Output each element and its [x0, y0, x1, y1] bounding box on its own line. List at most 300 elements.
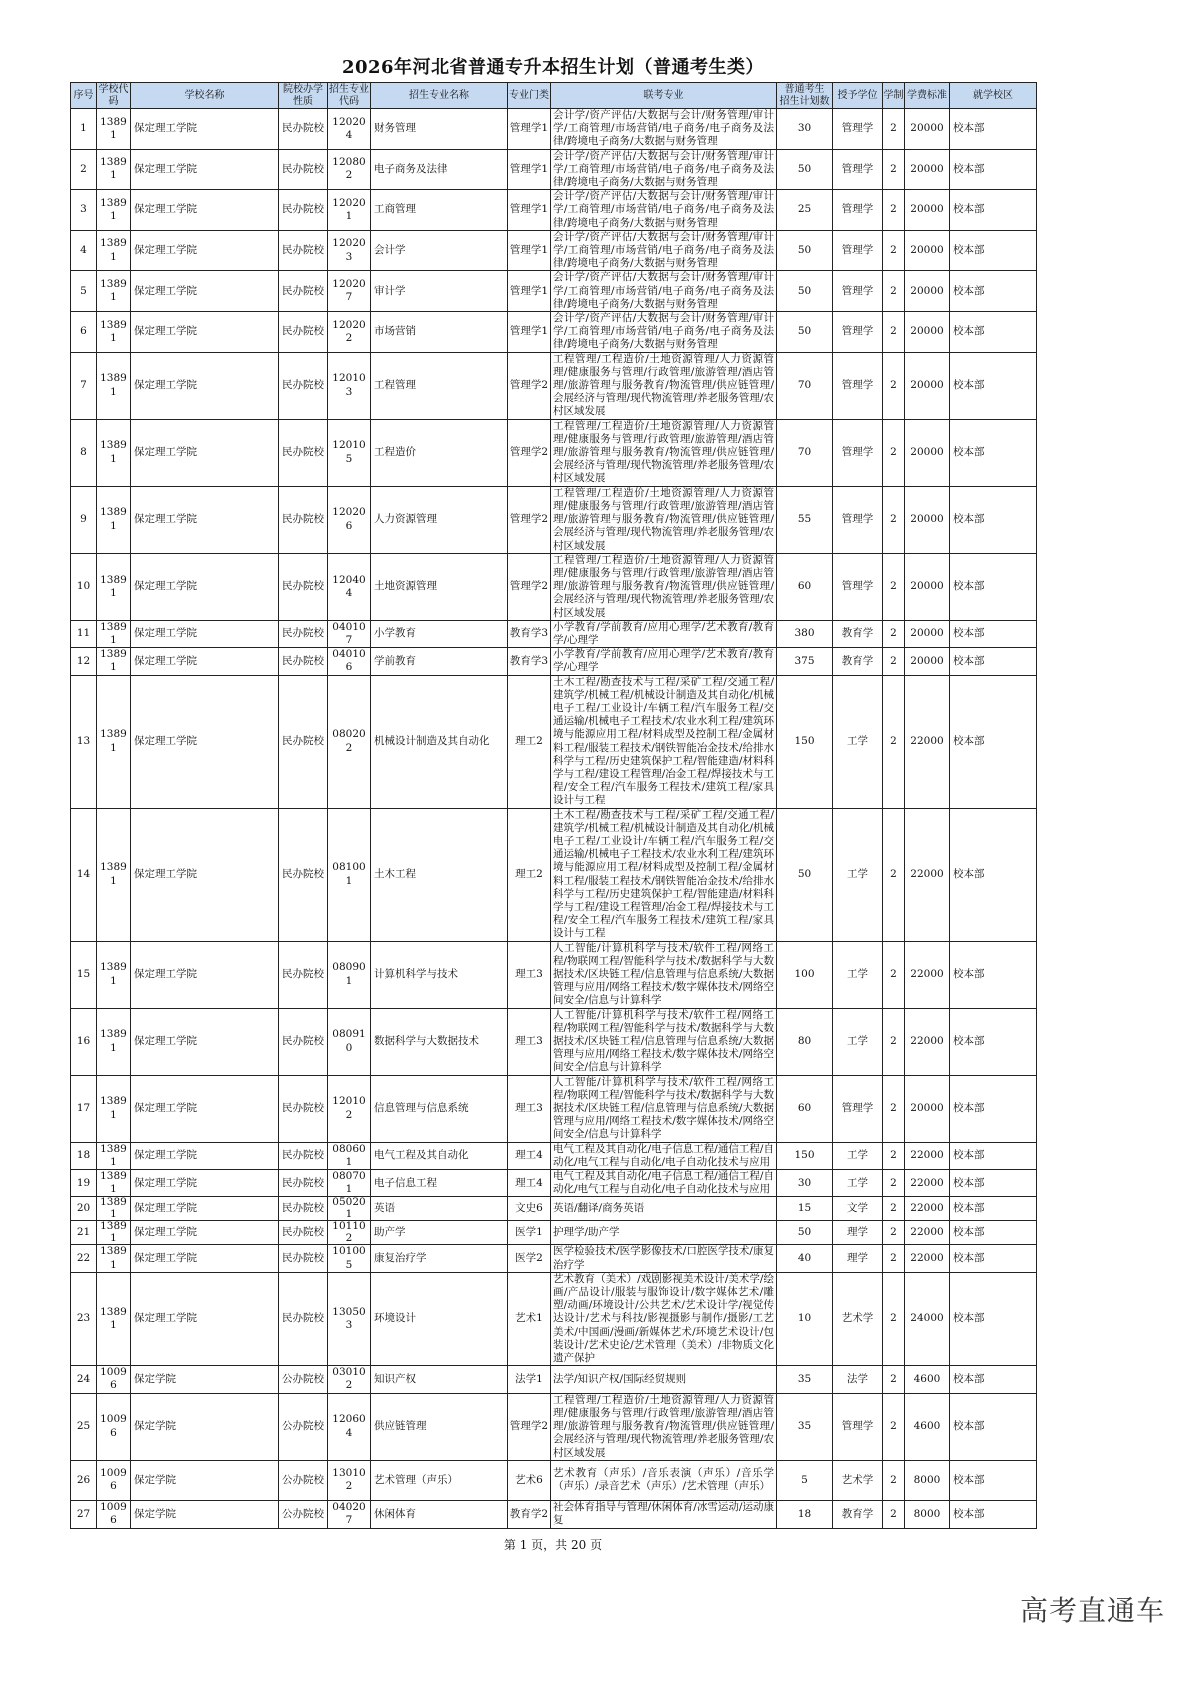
- cell-school-name: 保定理工学院: [131, 352, 279, 419]
- cell-school-nature: 民办院校: [279, 620, 328, 647]
- cell-plan-count: 35: [777, 1393, 833, 1460]
- cell-major-name: 小学教育: [371, 620, 508, 647]
- cell-major-category: 医学1: [508, 1221, 551, 1245]
- cell-seq: 24: [71, 1366, 97, 1393]
- enrollment-plan-table: [70, 82, 1037, 1529]
- table-row: [71, 149, 1037, 190]
- cell-degree: 管理学: [833, 190, 883, 231]
- cell-fee: 20000: [905, 271, 950, 312]
- cell-plan-count: 50: [777, 1221, 833, 1245]
- cell-exam-majors: 人工智能/计算机科学与技术/软件工程/网络工程/物联网工程/智能科学与技术/数据科学与大数据技术/区块链工程/信息管理与信息系统/大数据管理与应用/网络工程技术/数字媒体技术/网络空间安全/信息与计算科学: [551, 1008, 777, 1075]
- cell-school-code: 13891: [97, 553, 131, 620]
- cell-fee: 4600: [905, 1393, 950, 1460]
- header-major-category: 专业门类: [508, 83, 551, 109]
- cell-school-code: 13891: [97, 648, 131, 675]
- cell-school-nature: 民办院校: [279, 553, 328, 620]
- cell-school-code: 13891: [97, 675, 131, 808]
- cell-exam-majors: 小学教育/学前教育/应用心理学/艺术教育/教育学/心理学: [551, 620, 777, 647]
- cell-major-category: 医学2: [508, 1245, 551, 1272]
- cell-campus: 校本部: [950, 419, 1037, 486]
- cell-fee: 20000: [905, 190, 950, 231]
- cell-school-nature: 民办院校: [279, 1245, 328, 1272]
- cell-major-code: 080701: [328, 1170, 371, 1197]
- cell-exam-majors: 人工智能/计算机科学与技术/软件工程/网络工程/物联网工程/智能科学与技术/数据科学与大数据技术/区块链工程/信息管理与信息系统/大数据管理与应用/网络工程技术/数字媒体技术/网络空间安全/信息与计算科学: [551, 1075, 777, 1142]
- cell-major-code: 080601: [328, 1142, 371, 1169]
- cell-major-code: 130102: [328, 1460, 371, 1500]
- cell-fee: 22000: [905, 675, 950, 808]
- cell-major-code: 120203: [328, 230, 371, 271]
- cell-degree: 管理学: [833, 553, 883, 620]
- cell-plan-count: 70: [777, 352, 833, 419]
- cell-years: 2: [883, 190, 905, 231]
- cell-major-code: 101102: [328, 1221, 371, 1245]
- cell-school-nature: 民办院校: [279, 1272, 328, 1365]
- cell-major-code: 120103: [328, 352, 371, 419]
- cell-plan-count: 18: [777, 1500, 833, 1528]
- cell-plan-count: 150: [777, 675, 833, 808]
- cell-school-code: 13891: [97, 1221, 131, 1245]
- cell-plan-count: 30: [777, 1170, 833, 1197]
- cell-school-name: 保定理工学院: [131, 675, 279, 808]
- cell-major-code: 120802: [328, 149, 371, 190]
- table-row: [71, 1460, 1037, 1500]
- cell-major-category: 管理学1: [508, 149, 551, 190]
- cell-exam-majors: 护理学/助产学: [551, 1221, 777, 1245]
- header-major-name: 招生专业名称: [371, 83, 508, 109]
- cell-school-nature: 民办院校: [279, 1197, 328, 1221]
- cell-major-category: 管理学2: [508, 1393, 551, 1460]
- cell-exam-majors: 会计学/资产评估/大数据与会计/财务管理/审计学/工商管理/市场营销/电子商务/电子商务及法律/跨境电子商务/大数据与财务管理: [551, 190, 777, 231]
- cell-school-name: 保定理工学院: [131, 230, 279, 271]
- cell-plan-count: 5: [777, 1460, 833, 1500]
- cell-major-name: 会计学: [371, 230, 508, 271]
- cell-seq: 13: [71, 675, 97, 808]
- cell-school-nature: 民办院校: [279, 1170, 328, 1197]
- cell-years: 2: [883, 675, 905, 808]
- cell-years: 2: [883, 553, 905, 620]
- header-row: [71, 83, 1037, 109]
- cell-school-nature: 公办院校: [279, 1500, 328, 1528]
- cell-school-name: 保定理工学院: [131, 1245, 279, 1272]
- cell-school-name: 保定理工学院: [131, 941, 279, 1008]
- cell-major-category: 理工4: [508, 1142, 551, 1169]
- cell-exam-majors: 英语/翻译/商务英语: [551, 1197, 777, 1221]
- cell-degree: 管理学: [833, 352, 883, 419]
- cell-school-code: 10096: [97, 1393, 131, 1460]
- cell-exam-majors: 会计学/资产评估/大数据与会计/财务管理/审计学/工商管理/市场营销/电子商务/电子商务及法律/跨境电子商务/大数据与财务管理: [551, 271, 777, 312]
- cell-campus: 校本部: [950, 190, 1037, 231]
- cell-fee: 4600: [905, 1366, 950, 1393]
- cell-school-name: 保定理工学院: [131, 620, 279, 647]
- cell-plan-count: 15: [777, 1197, 833, 1221]
- cell-major-code: 120202: [328, 312, 371, 353]
- cell-major-category: 理工4: [508, 1170, 551, 1197]
- cell-exam-majors: 工程管理/工程造价/土地资源管理/人力资源管理/健康服务与管理/行政管理/旅游管理/酒店管理/旅游管理与服务教育/物流管理/供应链管理/会展经济与管理/现代物流管理/养老服务管理/农村区域发展: [551, 486, 777, 553]
- cell-exam-majors: 艺术教育（声乐）/音乐表演（声乐）/音乐学（声乐）/录音艺术（声乐）/艺术管理（声乐）: [551, 1460, 777, 1500]
- cell-school-name: 保定学院: [131, 1366, 279, 1393]
- cell-degree: 教育学: [833, 1500, 883, 1528]
- cell-campus: 校本部: [950, 486, 1037, 553]
- header-fee: 学费标准: [905, 83, 950, 109]
- cell-major-category: 教育学2: [508, 1500, 551, 1528]
- cell-school-nature: 民办院校: [279, 109, 328, 150]
- cell-exam-majors: 工程管理/工程造价/土地资源管理/人力资源管理/健康服务与管理/行政管理/旅游管理/酒店管理/旅游管理与服务教育/物流管理/供应链管理/会展经济与管理/现代物流管理/养老服务管理/农村区域发展: [551, 1393, 777, 1460]
- cell-campus: 校本部: [950, 1197, 1037, 1221]
- cell-fee: 24000: [905, 1272, 950, 1365]
- cell-degree: 工学: [833, 675, 883, 808]
- header-exam-majors: 联考专业: [551, 83, 777, 109]
- cell-years: 2: [883, 486, 905, 553]
- cell-major-name: 电子商务及法律: [371, 149, 508, 190]
- cell-major-category: 管理学1: [508, 230, 551, 271]
- cell-plan-count: 50: [777, 149, 833, 190]
- cell-seq: 5: [71, 271, 97, 312]
- cell-fee: 20000: [905, 1075, 950, 1142]
- cell-school-name: 保定理工学院: [131, 109, 279, 150]
- cell-major-category: 理工3: [508, 1008, 551, 1075]
- cell-seq: 12: [71, 648, 97, 675]
- cell-plan-count: 40: [777, 1245, 833, 1272]
- cell-school-code: 13891: [97, 1197, 131, 1221]
- cell-plan-count: 35: [777, 1366, 833, 1393]
- cell-major-name: 电子信息工程: [371, 1170, 508, 1197]
- table-row: [71, 1245, 1037, 1272]
- cell-school-code: 13891: [97, 230, 131, 271]
- cell-school-code: 13891: [97, 1245, 131, 1272]
- table-row: [71, 808, 1037, 941]
- cell-school-code: 13891: [97, 620, 131, 647]
- cell-campus: 校本部: [950, 648, 1037, 675]
- table-row: [71, 1221, 1037, 1245]
- cell-school-nature: 公办院校: [279, 1460, 328, 1500]
- cell-seq: 23: [71, 1272, 97, 1365]
- cell-degree: 管理学: [833, 1075, 883, 1142]
- cell-years: 2: [883, 1075, 905, 1142]
- cell-campus: 校本部: [950, 1075, 1037, 1142]
- cell-plan-count: 150: [777, 1142, 833, 1169]
- cell-school-name: 保定理工学院: [131, 1197, 279, 1221]
- cell-major-name: 工程管理: [371, 352, 508, 419]
- cell-major-name: 市场营销: [371, 312, 508, 353]
- header-seq: 序号: [71, 83, 97, 109]
- cell-school-nature: 民办院校: [279, 1008, 328, 1075]
- cell-major-name: 审计学: [371, 271, 508, 312]
- cell-exam-majors: 人工智能/计算机科学与技术/软件工程/网络工程/物联网工程/智能科学与技术/数据科学与大数据技术/区块链工程/信息管理与信息系统/大数据管理与应用/网络工程技术/数字媒体技术/网络空间安全/信息与计算科学: [551, 941, 777, 1008]
- cell-campus: 校本部: [950, 271, 1037, 312]
- cell-seq: 25: [71, 1393, 97, 1460]
- cell-major-category: 文史6: [508, 1197, 551, 1221]
- cell-seq: 3: [71, 190, 97, 231]
- cell-major-name: 人力资源管理: [371, 486, 508, 553]
- cell-exam-majors: 会计学/资产评估/大数据与会计/财务管理/审计学/工商管理/市场营销/电子商务/电子商务及法律/跨境电子商务/大数据与财务管理: [551, 109, 777, 150]
- cell-major-code: 080901: [328, 941, 371, 1008]
- cell-school-nature: 民办院校: [279, 1075, 328, 1142]
- cell-seq: 7: [71, 352, 97, 419]
- cell-years: 2: [883, 648, 905, 675]
- cell-school-name: 保定理工学院: [131, 1272, 279, 1365]
- cell-major-code: 040106: [328, 648, 371, 675]
- cell-years: 2: [883, 1197, 905, 1221]
- cell-school-name: 保定理工学院: [131, 1075, 279, 1142]
- cell-campus: 校本部: [950, 230, 1037, 271]
- cell-school-nature: 公办院校: [279, 1393, 328, 1460]
- cell-major-code: 120206: [328, 486, 371, 553]
- table-row: [71, 1170, 1037, 1197]
- cell-major-name: 供应链管理: [371, 1393, 508, 1460]
- cell-fee: 22000: [905, 1008, 950, 1075]
- cell-major-name: 土木工程: [371, 808, 508, 941]
- cell-major-category: 管理学1: [508, 271, 551, 312]
- cell-major-category: 管理学2: [508, 486, 551, 553]
- table-row: [71, 419, 1037, 486]
- cell-major-code: 040207: [328, 1500, 371, 1528]
- cell-school-nature: 民办院校: [279, 352, 328, 419]
- cell-major-code: 040107: [328, 620, 371, 647]
- cell-major-category: 理工2: [508, 808, 551, 941]
- cell-degree: 艺术学: [833, 1272, 883, 1365]
- cell-major-category: 教育学3: [508, 648, 551, 675]
- cell-major-category: 理工3: [508, 941, 551, 1008]
- cell-school-code: 13891: [97, 941, 131, 1008]
- cell-degree: 艺术学: [833, 1460, 883, 1500]
- cell-major-category: 艺术1: [508, 1272, 551, 1365]
- cell-school-name: 保定理工学院: [131, 190, 279, 231]
- cell-degree: 教育学: [833, 648, 883, 675]
- cell-major-code: 120404: [328, 553, 371, 620]
- cell-major-category: 管理学2: [508, 419, 551, 486]
- cell-plan-count: 50: [777, 271, 833, 312]
- cell-school-name: 保定理工学院: [131, 419, 279, 486]
- cell-degree: 管理学: [833, 312, 883, 353]
- cell-fee: 20000: [905, 620, 950, 647]
- cell-seq: 11: [71, 620, 97, 647]
- cell-fee: 20000: [905, 419, 950, 486]
- cell-years: 2: [883, 419, 905, 486]
- cell-degree: 工学: [833, 941, 883, 1008]
- cell-exam-majors: 电气工程及其自动化/电子信息工程/通信工程/自动化/电气工程与自动化/电子自动化技术与应用: [551, 1170, 777, 1197]
- cell-school-name: 保定学院: [131, 1500, 279, 1528]
- cell-seq: 16: [71, 1008, 97, 1075]
- cell-fee: 20000: [905, 109, 950, 150]
- cell-major-code: 120207: [328, 271, 371, 312]
- cell-major-name: 电气工程及其自动化: [371, 1142, 508, 1169]
- cell-fee: 8000: [905, 1500, 950, 1528]
- cell-major-category: 艺术6: [508, 1460, 551, 1500]
- cell-years: 2: [883, 352, 905, 419]
- table-row: [71, 109, 1037, 150]
- cell-school-nature: 民办院校: [279, 1221, 328, 1245]
- cell-exam-majors: 社会体育指导与管理/休闲体育/冰雪运动/运动康复: [551, 1500, 777, 1528]
- cell-degree: 管理学: [833, 486, 883, 553]
- cell-years: 2: [883, 1272, 905, 1365]
- table-row: [71, 230, 1037, 271]
- cell-campus: 校本部: [950, 1008, 1037, 1075]
- cell-school-nature: 公办院校: [279, 1366, 328, 1393]
- cell-major-name: 财务管理: [371, 109, 508, 150]
- cell-degree: 管理学: [833, 271, 883, 312]
- cell-campus: 校本部: [950, 1170, 1037, 1197]
- cell-seq: 22: [71, 1245, 97, 1272]
- header-plan-count: 普通考生 招生计划数: [777, 83, 833, 109]
- cell-major-name: 数据科学与大数据技术: [371, 1008, 508, 1075]
- cell-years: 2: [883, 1460, 905, 1500]
- cell-years: 2: [883, 1221, 905, 1245]
- cell-major-name: 环境设计: [371, 1272, 508, 1365]
- cell-seq: 1: [71, 109, 97, 150]
- header-years: 学制: [883, 83, 905, 109]
- cell-exam-majors: 会计学/资产评估/大数据与会计/财务管理/审计学/工商管理/市场营销/电子商务/电子商务及法律/跨境电子商务/大数据与财务管理: [551, 149, 777, 190]
- cell-years: 2: [883, 1393, 905, 1460]
- cell-seq: 18: [71, 1142, 97, 1169]
- cell-seq: 9: [71, 486, 97, 553]
- cell-plan-count: 30: [777, 109, 833, 150]
- cell-degree: 文学: [833, 1197, 883, 1221]
- header-campus: 就学校区: [950, 83, 1037, 109]
- cell-school-code: 13891: [97, 149, 131, 190]
- cell-campus: 校本部: [950, 675, 1037, 808]
- table-header: [71, 83, 1037, 109]
- cell-fee: 22000: [905, 941, 950, 1008]
- cell-major-name: 工程造价: [371, 419, 508, 486]
- table-row: [71, 1142, 1037, 1169]
- cell-school-name: 保定理工学院: [131, 648, 279, 675]
- table-row: [71, 553, 1037, 620]
- cell-major-code: 130503: [328, 1272, 371, 1365]
- watermark: 高考直通车: [1019, 1594, 1165, 1627]
- cell-exam-majors: 工程管理/工程造价/土地资源管理/人力资源管理/健康服务与管理/行政管理/旅游管理/酒店管理/旅游管理与服务教育/物流管理/供应链管理/会展经济与管理/现代物流管理/养老服务管理/农村区域发展: [551, 419, 777, 486]
- cell-fee: 20000: [905, 230, 950, 271]
- cell-fee: 22000: [905, 1197, 950, 1221]
- cell-seq: 20: [71, 1197, 97, 1221]
- cell-years: 2: [883, 941, 905, 1008]
- cell-major-category: 理工2: [508, 675, 551, 808]
- cell-school-name: 保定学院: [131, 1460, 279, 1500]
- cell-fee: 20000: [905, 553, 950, 620]
- table-row: [71, 1008, 1037, 1075]
- cell-school-name: 保定理工学院: [131, 1170, 279, 1197]
- cell-major-name: 工商管理: [371, 190, 508, 231]
- cell-school-code: 13891: [97, 486, 131, 553]
- cell-major-name: 土地资源管理: [371, 553, 508, 620]
- table-row: [71, 620, 1037, 647]
- cell-plan-count: 60: [777, 1075, 833, 1142]
- cell-school-name: 保定理工学院: [131, 808, 279, 941]
- cell-major-name: 计算机科学与技术: [371, 941, 508, 1008]
- cell-degree: 教育学: [833, 620, 883, 647]
- cell-degree: 管理学: [833, 419, 883, 486]
- cell-school-nature: 民办院校: [279, 312, 328, 353]
- cell-fee: 22000: [905, 1221, 950, 1245]
- cell-campus: 校本部: [950, 1142, 1037, 1169]
- cell-campus: 校本部: [950, 1460, 1037, 1500]
- cell-years: 2: [883, 149, 905, 190]
- cell-plan-count: 100: [777, 941, 833, 1008]
- cell-years: 2: [883, 1245, 905, 1272]
- cell-fee: 22000: [905, 1142, 950, 1169]
- cell-major-code: 101005: [328, 1245, 371, 1272]
- cell-degree: 管理学: [833, 149, 883, 190]
- cell-plan-count: 375: [777, 648, 833, 675]
- cell-fee: 22000: [905, 1170, 950, 1197]
- table-row: [71, 190, 1037, 231]
- cell-exam-majors: 土木工程/勘查技术与工程/采矿工程/交通工程/建筑学/机械工程/机械设计制造及其自动化/机械电子工程/工业设计/车辆工程/汽车服务工程/交通运输/机械电子工程技术/农业水利工程/建筑环境与能源应用工程/材料成型及控制工程/金属材料工程/服装工程技术/钢铁智能冶金技术/给排水科学与工程/历史建筑保护工程/智能建造/材料科学与工程/建设工程管理/冶金工程/焊接技术与工程/安全工程/汽车服务工程技术/建筑工程/家具设计与工程: [551, 675, 777, 808]
- cell-major-code: 080202: [328, 675, 371, 808]
- cell-years: 2: [883, 230, 905, 271]
- cell-exam-majors: 会计学/资产评估/大数据与会计/财务管理/审计学/工商管理/市场营销/电子商务/电子商务及法律/跨境电子商务/大数据与财务管理: [551, 312, 777, 353]
- cell-major-code: 120604: [328, 1393, 371, 1460]
- table-row: [71, 271, 1037, 312]
- cell-plan-count: 50: [777, 230, 833, 271]
- cell-school-code: 10096: [97, 1500, 131, 1528]
- cell-plan-count: 80: [777, 1008, 833, 1075]
- cell-exam-majors: 工程管理/工程造价/土地资源管理/人力资源管理/健康服务与管理/行政管理/旅游管理/酒店管理/旅游管理与服务教育/物流管理/供应链管理/会展经济与管理/现代物流管理/养老服务管理/农村区域发展: [551, 553, 777, 620]
- cell-plan-count: 25: [777, 190, 833, 231]
- cell-exam-majors: 土木工程/勘查技术与工程/采矿工程/交通工程/建筑学/机械工程/机械设计制造及其自动化/机械电子工程/工业设计/车辆工程/汽车服务工程/交通运输/机械电子工程技术/农业水利工程/建筑环境与能源应用工程/材料成型及控制工程/金属材料工程/服装工程技术/钢铁智能冶金技术/给排水科学与工程/历史建筑保护工程/智能建造/材料科学与工程/建设工程管理/冶金工程/焊接技术与工程/安全工程/汽车服务工程技术/建筑工程/家具设计与工程: [551, 808, 777, 941]
- cell-major-code: 120102: [328, 1075, 371, 1142]
- table-row: [71, 1366, 1037, 1393]
- cell-seq: 2: [71, 149, 97, 190]
- cell-school-nature: 民办院校: [279, 190, 328, 231]
- cell-major-name: 艺术管理（声乐）: [371, 1460, 508, 1500]
- cell-campus: 校本部: [950, 149, 1037, 190]
- cell-major-category: 管理学1: [508, 312, 551, 353]
- table-row: [71, 1500, 1037, 1528]
- cell-school-name: 保定理工学院: [131, 553, 279, 620]
- cell-school-code: 13891: [97, 1008, 131, 1075]
- cell-fee: 20000: [905, 312, 950, 353]
- cell-major-name: 信息管理与信息系统: [371, 1075, 508, 1142]
- cell-school-nature: 民办院校: [279, 230, 328, 271]
- cell-exam-majors: 工程管理/工程造价/土地资源管理/人力资源管理/健康服务与管理/行政管理/旅游管理/酒店管理/旅游管理与服务教育/物流管理/供应链管理/会展经济与管理/现代物流管理/养老服务管理/农村区域发展: [551, 352, 777, 419]
- cell-years: 2: [883, 808, 905, 941]
- cell-school-nature: 民办院校: [279, 486, 328, 553]
- cell-degree: 管理学: [833, 109, 883, 150]
- header-degree: 授予学位: [833, 83, 883, 109]
- cell-campus: 校本部: [950, 1500, 1037, 1528]
- cell-school-code: 13891: [97, 271, 131, 312]
- cell-major-name: 休闲体育: [371, 1500, 508, 1528]
- cell-exam-majors: 艺术教育（美术）/戏剧影视美术设计/美术学/绘画/产品设计/服装与服饰设计/数字媒体艺术/雕塑/动画/环境设计/公共艺术/艺术设计学/视觉传达设计/艺术与科技/影视摄影与制作/摄影/工艺美术/中国画/漫画/新媒体艺术/环境艺术设计/包装设计/艺术史论/艺术管理（美术）/非物质文化遗产保护: [551, 1272, 777, 1365]
- cell-major-category: 管理学2: [508, 352, 551, 419]
- cell-exam-majors: 医学检验技术/医学影像技术/口腔医学技术/康复治疗学: [551, 1245, 777, 1272]
- table-body: [71, 109, 1037, 1529]
- cell-major-name: 知识产权: [371, 1366, 508, 1393]
- table-row: [71, 1272, 1037, 1365]
- cell-seq: 26: [71, 1460, 97, 1500]
- cell-plan-count: 70: [777, 419, 833, 486]
- cell-major-code: 080910: [328, 1008, 371, 1075]
- cell-exam-majors: 电气工程及其自动化/电子信息工程/通信工程/自动化/电气工程与自动化/电子自动化技术与应用: [551, 1142, 777, 1169]
- cell-school-code: 10096: [97, 1460, 131, 1500]
- cell-campus: 校本部: [950, 553, 1037, 620]
- header-major-code: 招生专业 代码: [329, 83, 369, 107]
- cell-school-nature: 民办院校: [279, 675, 328, 808]
- cell-school-name: 保定理工学院: [131, 271, 279, 312]
- cell-plan-count: 50: [777, 312, 833, 353]
- cell-seq: 6: [71, 312, 97, 353]
- cell-major-category: 管理学1: [508, 190, 551, 231]
- cell-major-code: 050201: [328, 1197, 371, 1221]
- cell-exam-majors: 小学教育/学前教育/应用心理学/艺术教育/教育学/心理学: [551, 648, 777, 675]
- cell-degree: 法学: [833, 1366, 883, 1393]
- cell-school-code: 13891: [97, 190, 131, 231]
- cell-campus: 校本部: [950, 808, 1037, 941]
- table-row: [71, 675, 1037, 808]
- cell-campus: 校本部: [950, 312, 1037, 353]
- cell-school-nature: 民办院校: [279, 419, 328, 486]
- header-school-name: 学校名称: [131, 83, 279, 109]
- cell-campus: 校本部: [950, 1245, 1037, 1272]
